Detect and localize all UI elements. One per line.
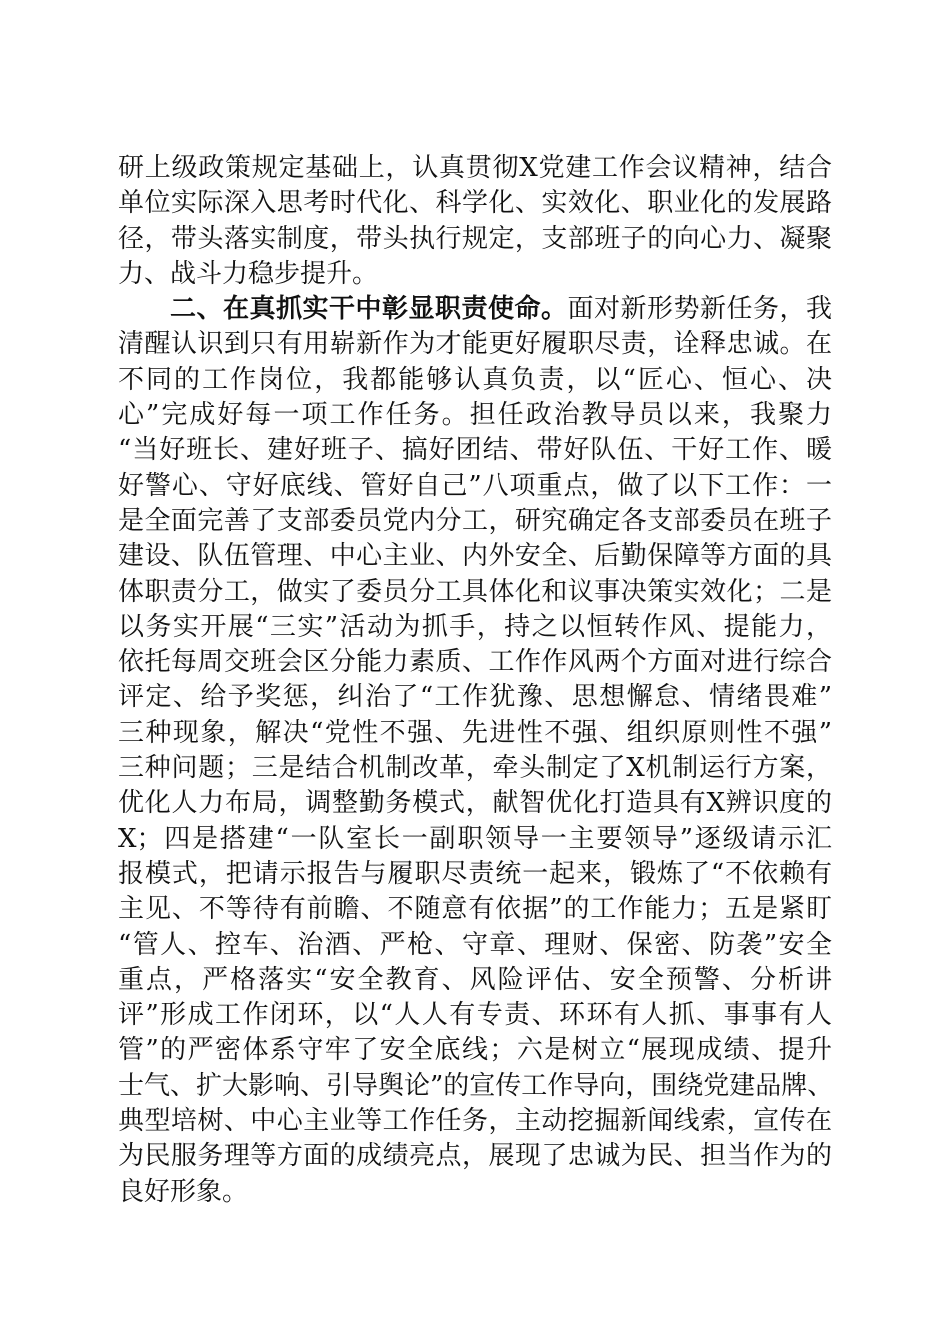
paragraph-first-line [118,292,832,327]
paragraph-line: 三种现象，解决“党性不强、先进性不强、组织原则性不强” [118,717,832,748]
paragraph-line: 体职责分工，做实了委员分工具体化和议事决策实效化；二是 [118,576,832,607]
paragraph-line: 不同的工作岗位，我都能够认真负责，以“匠心、恒心、决 [118,364,832,395]
document-body [118,151,832,1210]
paragraph-line: 评”形成工作闭环，以“人人有专责、环环有人抓、事事有人 [118,1000,832,1031]
paragraph-line: 优化人力布局，调整勤务模式，献智优化打造具有X辨识度的 [118,788,832,819]
paragraph-line: “当好班长、建好班子、搞好团结、带好队伍、干好工作、暖 [118,435,832,466]
paragraph-line: 重点，严格落实“安全教育、风险评估、安全预警、分析讲 [118,964,832,995]
paragraph-line: 研上级政策规定基础上，认真贯彻X党建工作会议精神，结合 [118,153,832,183]
paragraph-line: 三种问题；三是结合机制改革，牵头制定了X机制运行方案， [118,753,832,784]
paragraph-line: 建设、队伍管理、中心主业、内外安全、后勤保障等方面的具 [118,541,832,572]
paragraph-line: 好警心、守好底线、管好自己”八项重点，做了以下工作：一 [118,470,832,501]
paragraph-line: 心”完成好每一项工作任务。担任政治教导员以来，我聚力 [118,400,832,431]
paragraph-line: 清醒认识到只有用崭新作为才能更好履职尽责，诠释忠诚。在 [118,329,832,360]
paragraph-line: 单位实际深入思考时代化、科学化、实效化、职业化的发展路 [118,188,832,219]
paragraph-line: 报模式，把请示报告与履职尽责统一起来，锻炼了“不依赖有 [118,858,832,889]
section-heading: 二、在真抓实干中彰显职责使命。 [170,294,568,325]
paragraph-line: 力、战斗力稳步提升。 [118,258,379,289]
paragraph-line: 依托每周交班会区分能力素质、工作作风两个方面对进行综合 [118,647,832,678]
paragraph-2 [118,292,832,1210]
paragraph-line: 为民服务理等方面的成绩亮点，展现了忠诚为民、担当作为的 [118,1141,832,1172]
paragraph-line: 士气、扩大影响、引导舆论”的宣传工作导向，围绕党建品牌、 [118,1070,834,1101]
paragraph-line: 径，带头落实制度，带头执行规定，支部班子的向心力、凝聚 [118,223,832,254]
paragraph-line: 良好形象。 [118,1176,249,1207]
heading-line-rest: 面对新形势新任务，我 [567,294,832,325]
paragraph-line: 主见、不等待有前瞻、不随意有依据”的工作能力；五是紧盯 [118,894,832,925]
paragraph-line: “管人、控车、治酒、严枪、守章、理财、保密、防袭”安全 [118,929,832,960]
paragraph-line: X；四是搭建“一队室长一副职领导一主要领导”逐级请示汇 [118,823,832,854]
paragraph-line: 典型培树、中心主业等工作任务，主动挖掘新闻线索，宣传在 [118,1106,832,1137]
paragraph-line: 是全面完善了支部委员党内分工，研究确定各支部委员在班子 [118,505,832,536]
paragraph-1 [118,151,832,292]
paragraph-line: 管”的严密体系守牢了安全底线；六是树立“展现成绩、提升 [118,1035,832,1066]
paragraph-line: 以务实开展“三实”活动为抓手，持之以恒转作风、提能力， [118,611,832,642]
paragraph-line: 评定、给予奖惩，纠治了“工作犹豫、思想懈怠、情绪畏难” [118,682,832,713]
